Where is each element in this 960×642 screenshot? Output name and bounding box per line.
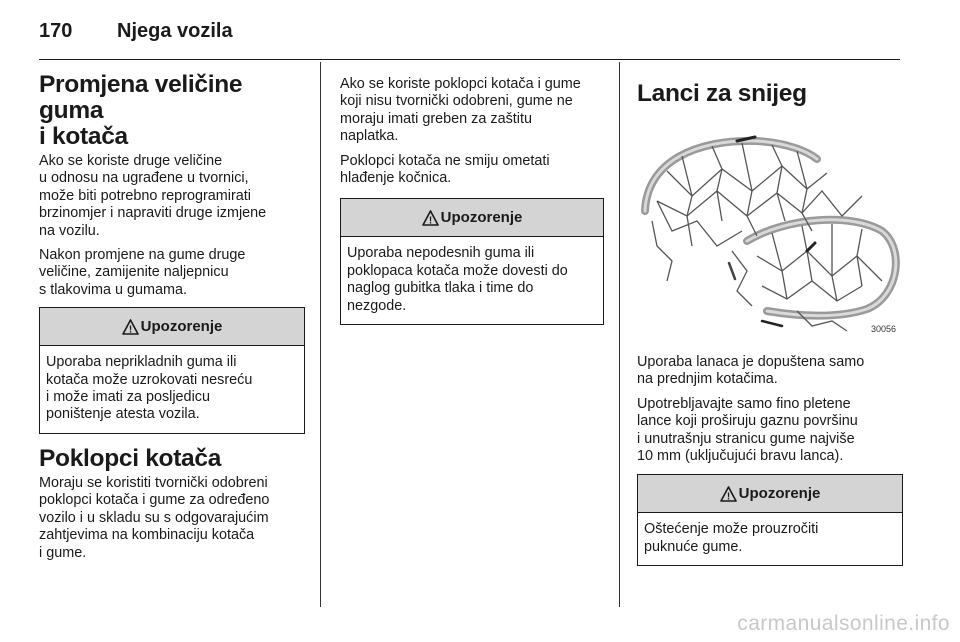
header-rule [39, 59, 900, 60]
warning-text: Uporaba neprikladnih guma ili kotača može uzrokovati nesreću i može imati za posljedicu poništenje atesta vozila. [46, 354, 253, 423]
column-divider-1 [320, 62, 321, 607]
warning-box-2 [340, 198, 604, 325]
heading-tire-size: Promjena veličine guma i kotača [39, 71, 243, 150]
heading-snow-chains: Lanci za snijeg [637, 80, 807, 107]
paragraph-tire-size-2: Nakon promjene na gume druge veličine, zamijenite naljepnicu s tlakovima u gumama. [39, 247, 246, 298]
paragraph-tire-size-1: Ako se koriste druge veličine u odnosu na ugrađene u tvornici, može biti potrebno reprogramirati brzinomjer i napraviti druge izmjene na vozilu. [39, 153, 267, 239]
paragraph-chains-spec: Upotrebljavajte samo fino pletene lance koji proširuju gaznu površinu i unutrašnju stranicu gume najviše 10 mm (uključujući bravu lanca). [637, 395, 858, 465]
warning-text: Oštećenje može prouzročiti puknuće gume. [644, 521, 819, 555]
svg-text:!: ! [128, 324, 132, 335]
paragraph-chains-usage: Uporaba lanaca je dopuštena samo na prednjim kotačima. [637, 354, 865, 388]
page-number: 170 [39, 20, 73, 42]
warning-triangle-icon [422, 210, 439, 226]
paragraph-brake-cooling: Poklopci kotača ne smiju ometati hlađenje kočnica. [340, 152, 550, 187]
column-1 [39, 72, 305, 569]
section-title: Njega vozila [117, 20, 233, 42]
warning-title: ! Upozorenje [341, 199, 603, 237]
warning-triangle-icon [122, 319, 139, 335]
column-2 [340, 76, 604, 325]
warning-title: ! Upozorenje [638, 475, 902, 513]
svg-text:!: ! [428, 215, 432, 226]
warning-title: ! Upozorenje [40, 308, 304, 346]
column-divider-2 [619, 62, 620, 607]
warning-box-1 [39, 307, 305, 434]
warning-text: Uporaba nepodesnih guma ili poklopaca kotača može dovesti do naglog gubitka tlaka i time do nezgode. [347, 245, 568, 314]
figure-code: 30056 [870, 324, 896, 334]
snow-chain-drawing [637, 121, 900, 336]
page-header [39, 20, 233, 43]
paragraph-wheel-covers-2: Ako se koriste poklopci kotača i gume koji nisu tvornički odobreni, gume ne moraju imati greben za zaštitu naplatka. [340, 76, 581, 145]
watermark: carmanualsonline.info [737, 612, 950, 635]
warning-box-3 [637, 474, 903, 566]
snow-chains-illustration [637, 121, 900, 336]
heading-wheel-covers: Poklopci kotača [39, 444, 222, 472]
paragraph-wheel-covers: Moraju se koristiti tvornički odobreni poklopci kotača i gume za određeno vozilo i u skladu su s odgovarajućim zahtjevima na kombinaciju kotača i gume. [39, 474, 270, 561]
svg-text:!: ! [726, 491, 730, 502]
warning-triangle-icon [720, 486, 737, 502]
column-3 [637, 73, 903, 566]
